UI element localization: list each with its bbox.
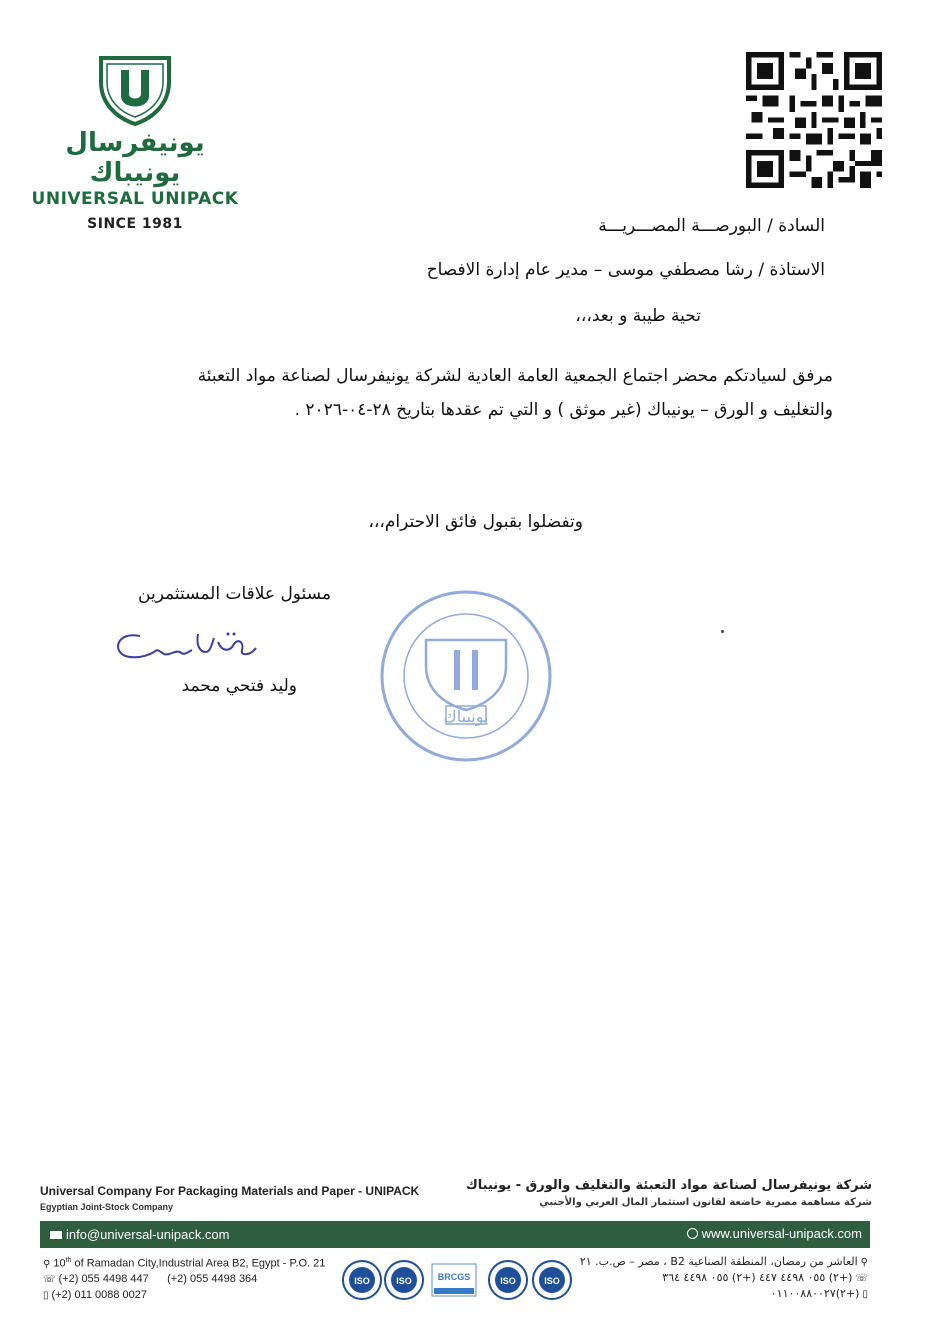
location-pin-icon: ⚲ xyxy=(860,1257,868,1268)
shield-logo-icon xyxy=(95,52,175,128)
footer-website-text: www.universal-unipack.com xyxy=(701,1226,862,1241)
stamp-text: يونيباك xyxy=(443,707,489,726)
footer-website[interactable] xyxy=(687,1226,862,1241)
footer-contact-bar xyxy=(40,1221,870,1248)
recipient-line: الاستاذة / رشا مصطفي موسى – مدير عام إدارة الافصاح xyxy=(426,260,825,280)
signatory-name: وليد فتحي محمد xyxy=(181,676,297,696)
svg-text:ISO: ISO xyxy=(500,1276,516,1286)
certification-badges xyxy=(340,1258,580,1302)
footer-mobile-english: ▯ (+2) 011 0088 0027 xyxy=(43,1289,148,1301)
footer-email[interactable] xyxy=(50,1227,230,1242)
brcgs-badge-icon xyxy=(432,1264,476,1296)
footer-phones-english: ☏ (+2) 055 4498 447 (+2) 055 4498 364 xyxy=(43,1273,258,1285)
svg-text:ISO: ISO xyxy=(544,1276,560,1286)
logo-since: SINCE 1981 xyxy=(87,216,183,232)
company-stamp-icon xyxy=(376,586,556,766)
globe-icon xyxy=(687,1228,698,1239)
footer-company-arabic: شركة يونيفرسال لصناعة مواد التعبئة والتغليف والورق - يونيباك xyxy=(465,1178,872,1193)
footer-mobile-arabic: ▯(+٢)٠١١٠٠٨٨٠٠٢٧ xyxy=(770,1287,868,1300)
stray-dot xyxy=(721,630,724,633)
mobile-icon: ▯ xyxy=(862,1289,868,1300)
footer-address-arabic: ⚲العاشر من رمضان، المنطقة الصناعية B2 ، مصر – ص.ب. ٢١ xyxy=(579,1255,868,1268)
mobile-icon: ▯ xyxy=(43,1290,49,1301)
iso-badge-icon xyxy=(385,1261,423,1299)
svg-text:BRCGS: BRCGS xyxy=(437,1272,471,1282)
footer-phones-arabic: ☏(+٢) ٠٥٥ ٤٤٩٨ ٤٤٧ (+٢) ٠٥٥ ٤٤٩٨ ٣٦٤ xyxy=(662,1271,868,1284)
svg-text:ISO: ISO xyxy=(396,1276,412,1286)
closing-line: وتفضلوا بقبول فائق الاحترام،،، xyxy=(368,512,583,532)
body-paragraph-line-1: مرفق لسيادتكم محضر اجتماع الجمعية العامة العادية لشركة يونيفرسال لصناعة مواد التعبئة xyxy=(197,366,833,386)
iso-badge-icon xyxy=(343,1261,381,1299)
signatory-title: مسئول علاقات المستثمرين xyxy=(138,584,331,604)
logo-english-name: UNIVERSAL UNIPACK xyxy=(31,189,239,209)
greeting: تحية طيبة و بعد،،، xyxy=(575,306,701,326)
iso-badge-icon xyxy=(489,1261,527,1299)
handwritten-signature xyxy=(110,622,270,672)
body-paragraph-line-2: والتغليف و الورق – يونيباك (غير موثق ) و التي تم عقدها بتاريخ ٢٨-٠٤-٢٠٢٦ . xyxy=(294,400,833,420)
footer-email-text: info@universal-unipack.com xyxy=(66,1227,230,1242)
envelope-icon xyxy=(50,1231,62,1239)
footer-address-english: ⚲ 10th of Ramadan City,Industrial Area B2, Egypt - P.O. 21 xyxy=(43,1257,326,1270)
location-pin-icon: ⚲ xyxy=(43,1258,51,1270)
svg-text:ISO: ISO xyxy=(354,1276,370,1286)
salutation: السادة / البورصـــة المصـــريـــة xyxy=(598,216,825,236)
footer-company-english: Universal Company For Packaging Materials and Paper - UNIPACK xyxy=(40,1184,420,1198)
logo-arabic-name: يونيفرسال يونيباك xyxy=(65,128,205,188)
phone-icon: ☏ xyxy=(855,1273,868,1284)
footer-company-english-sub: Egyptian Joint-Stock Company xyxy=(40,1202,174,1212)
company-logo xyxy=(20,52,250,232)
phone-icon: ☏ xyxy=(43,1274,56,1285)
footer-company-arabic-sub: شركة مساهمة مصرية خاضعة لقانون استثمار المال العربي والأجنبي xyxy=(539,1197,872,1208)
qr-code-icon xyxy=(746,52,882,188)
iso-badge-icon xyxy=(533,1261,571,1299)
